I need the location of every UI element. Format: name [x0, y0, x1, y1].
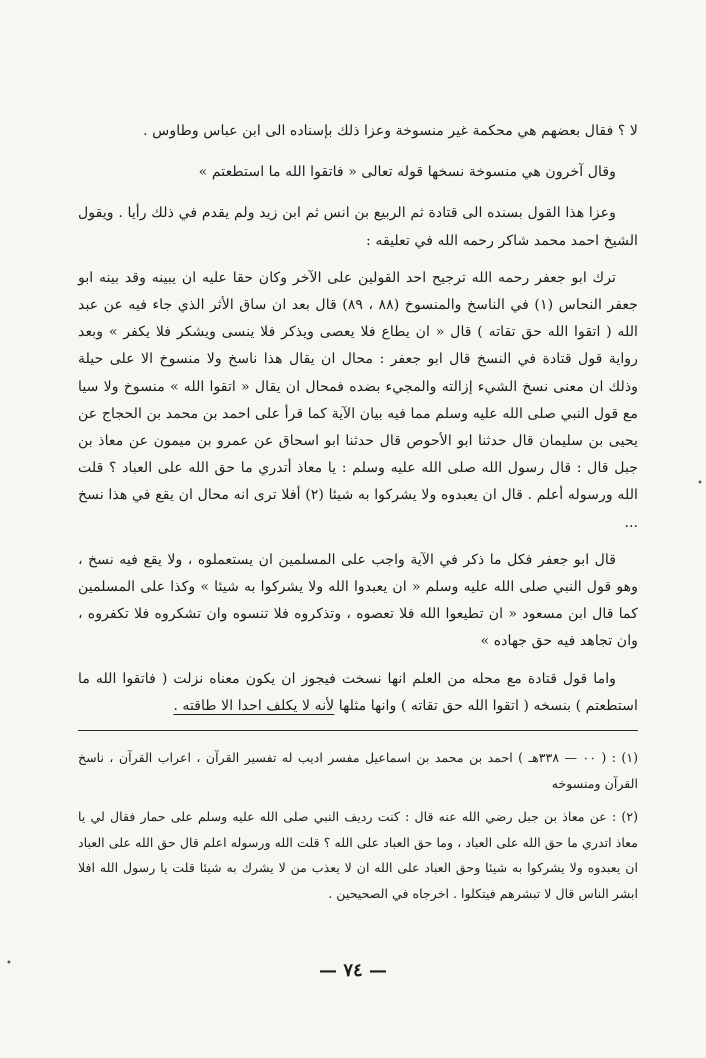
scan-edge-mark: • — [6, 958, 12, 969]
footnote-divider — [78, 730, 638, 731]
scan-edge-mark: • — [697, 478, 703, 489]
page-number: — ٧٤ — — [319, 960, 387, 981]
paragraph-1: لا ؟ فقال بعضهم هي محكمة غير منسوخة وعزا ذلك بإسناده الى ابن عباس وطاوس . — [143, 123, 638, 139]
paragraph-3: وعزا هذا القول بسنده الى قتادة ثم الربيع بن انس ثم ابن زيد ولم يقدم في ذلك رأيا . ويقول الشيخ احمد محمد شاكر رحمه الله في تعليقه : — [78, 205, 638, 249]
paragraph-5: قال ابو جعفر فكل ما ذكر في الآية واجب على المسلمين ان يستعملوه ، ولا يقع فيه نسخ ، وهو قول النبي صلى الله عليه وسلم « ان يعبدوا الله ولا يشركوا به شيئا » وكذا على المسلمين كما قال ابن مسعود « ان تطيعوا الله فلا تعصوه ، وتذكروه فلا تنسوه وان تشكروه فلا تكفروه ، وان تجاهد فيه حق جهاده » — [78, 551, 638, 650]
main-text — [78, 118, 638, 720]
document-page — [78, 118, 638, 914]
footnote-2: (٢) : عن معاذ بن جبل رضي الله عنه قال : كنت رديف النبي صلى الله عليه وسلم على حمار فقال لي يا معاذ اتدري ما حق الله على العباد ، وما حق العباد على الله ؟ قلت الله ورسوله اعلم قال حق الله على العباد ان يعبدوه ولا يشركوا به شيئا وحق العباد على الله ان لا يعذب من لا يشرك به شيئا قلت يا رسول الله افلا ابشر الناس قال لا تبشرهم فيتكلوا . اخرجاه في الصحيحين . — [78, 809, 638, 901]
paragraph-6-text: واما قول قتادة مع محله من العلم انها نسخت فيجوز ان يكون معناه نزلت ( فاتقوا الله ما استطعتم ) بنسخه ( اتقوا الله حق تقاته ) وانها مثلها — [78, 670, 638, 714]
footnote-1: (١) : ( ٠٠ — ٣٣٨هـ ) احمد بن محمد بن اسماعيل مفسر اديب له تفسير القرآن ، اعراب القرآن ، ناسخ القرآن ومنسوخه — [78, 750, 638, 791]
footnotes — [78, 745, 638, 906]
paragraph-4: ترك ابو جعفر رحمه الله ترجيح احد القولين على الآخر وكان حقا عليه ان يبينه وقد بينه ابو جعفر النحاس (١) في الناسخ والمنسوخ (٨٨ ، ٨٩) قال بعد ان ساق الأثر الذي جاء فيه عن عبد الله ( اتقوا الله حق تقاته ) قال « ان يطاع فلا يعصى ويذكر فلا ينسى ويشكر فلا يكفر » وبعد رواية قول قتادة في النسخ قال ابو جعفر : محال ان يقال هذا ناسخ ولا منسوخ الا على حيلة وذلك ان معنى نسخ الشيء إزالته والمجيء بضده فمحال ان يقال « اتقوا الله » منسوخ ولا سيا مع قول النبي صلى الله عليه وسلم مما فيه بيان الآية كما قرأ على احمد بن محمد بن الحجاج عن يحيى بن سليمان قال حدثنا ابو الأحوص قال حدثنا ابو اسحاق عن عمرو بن ميمون عن معاذ بن جبل قال : قال رسول الله صلى الله عليه وسلم : يا معاذ أتدري ما حق الله على العباد ؟ قلت الله ورسوله أعلم . قال ان يعبدوه ولا يشركوا به شيئا (٢) أفلا ترى انه محال ان يقع في هذا نسخ ... — [78, 269, 638, 531]
paragraph-2: وقال آخرون هي منسوخة نسخها قوله تعالى « فاتقوا الله ما استطعتم » — [198, 164, 616, 181]
paragraph-6 — [78, 666, 638, 720]
paragraph-6-underlined: لأنه لا يكلف احدا الا طاقته . — [173, 697, 335, 714]
